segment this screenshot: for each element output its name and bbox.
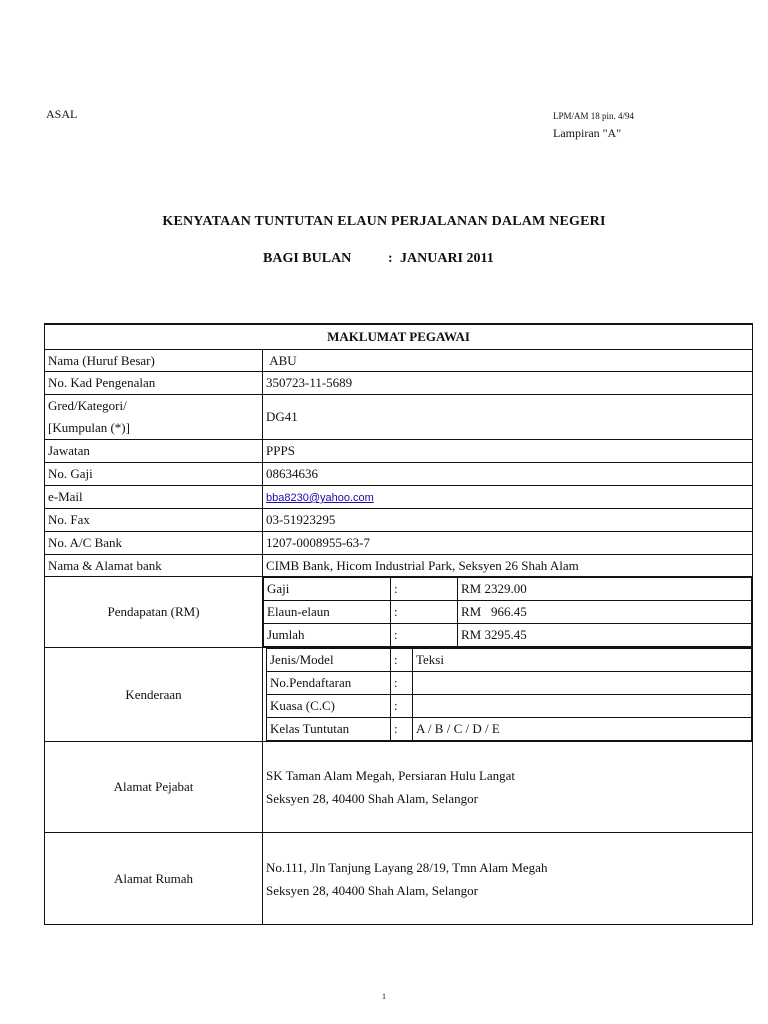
gred-label [45,395,263,440]
kelas-value: A / B / C / D / E [413,718,752,741]
jenis-name: Jenis/Model [267,649,391,672]
gaji-no-value: 08634636 [263,463,753,486]
officer-info-table [44,323,753,925]
section-title: MAKLUMAT PEGAWAI [45,324,753,350]
kelas-name: Kelas Tuntutan [267,718,391,741]
nama-label: Nama (Huruf Besar) [45,350,263,372]
elaun-name: Elaun-elaun [264,601,391,624]
email-cell [263,486,753,509]
kad-value: 350723-11-5689 [263,372,753,395]
kenderaan-label: Kenderaan [45,648,263,742]
nama-value [263,350,753,372]
alamat-pejabat-value [263,742,753,833]
document-title: KENYATAAN TUNTUTAN ELAUN PERJALANAN DALAM NEGERI [162,214,606,229]
jawatan-value: PPPS [263,440,753,463]
jenis-colon: : [391,649,413,672]
gaji-colon: : [391,578,458,601]
jumlah-colon: : [391,624,458,647]
kuasa-value [413,695,752,718]
gaji-no-label: No. Gaji [45,463,263,486]
alamat-rumah-value [263,833,753,925]
kuasa-colon: : [391,695,413,718]
bank-ac-label: No. A/C Bank [45,532,263,555]
gred-value: DG41 [263,395,753,440]
month-colon: : [388,251,393,266]
alamat-rumah-label: Alamat Rumah [45,833,263,925]
alamat-pejabat-line1: SK Taman Alam Megah, Persiaran Hulu Langat [266,768,516,783]
email-label: e-Mail [45,486,263,509]
pendapatan-label: Pendapatan (RM) [45,577,263,648]
gred-label-line1: Gred/Kategori/ [48,398,127,413]
kenderaan-cell [263,648,753,742]
month-value: JANUARI 2011 [400,251,494,266]
bank-addr-value: CIMB Bank, Hicom Industrial Park, Seksyen 26 Shah Alam [263,555,753,577]
elaun-colon: : [391,601,458,624]
pendaftaran-name: No.Pendaftaran [267,672,391,695]
nama-text: ABU [269,352,297,368]
pendapatan-cell [263,577,753,648]
asal-label: ASAL [46,107,78,121]
kenderaan-table [266,648,752,741]
pendaftaran-colon: : [391,672,413,695]
alamat-pejabat-label: Alamat Pejabat [45,742,263,833]
jumlah-name: Jumlah [264,624,391,647]
gaji-amount: RM 2329.00 [458,578,752,601]
jumlah-amount: RM 3295.45 [458,624,752,647]
alamat-rumah-line1: No.111, Jln Tanjung Layang 28/19, Tmn Alam Megah [266,859,548,875]
kuasa-name: Kuasa (C.C) [267,695,391,718]
jawatan-label: Jawatan [45,440,263,463]
alamat-rumah-line2: Seksyen 28, 40400 Shah Alam, Selangor [266,882,478,898]
jenis-value: Teksi [413,649,752,672]
lampiran-label: Lampiran "A" [553,126,622,140]
month-line [263,251,494,267]
gaji-name: Gaji [264,578,391,601]
pendapatan-table [263,577,752,647]
fax-value: 03-51923295 [263,509,753,532]
elaun-amount: RM 966.45 [458,601,752,624]
alamat-pejabat-line2: Seksyen 28, 40400 Shah Alam, Selangor [266,791,478,806]
pendaftaran-value [413,672,752,695]
kelas-colon: : [391,718,413,741]
email-link[interactable]: bba8230@yahoo.com [266,492,374,504]
fax-label: No. Fax [45,509,263,532]
gred-label-line2: [Kumpulan (*)] [48,420,130,435]
kad-label: No. Kad Pengenalan [45,372,263,395]
page-number: 1 [382,992,386,1001]
form-reference-code: LPM/AM 18 pin. 4/94 [553,111,635,121]
month-label: BAGI BULAN [263,251,352,266]
bank-addr-label: Nama & Alamat bank [45,555,263,577]
bank-ac-value: 1207-0008955-63-7 [263,532,753,555]
